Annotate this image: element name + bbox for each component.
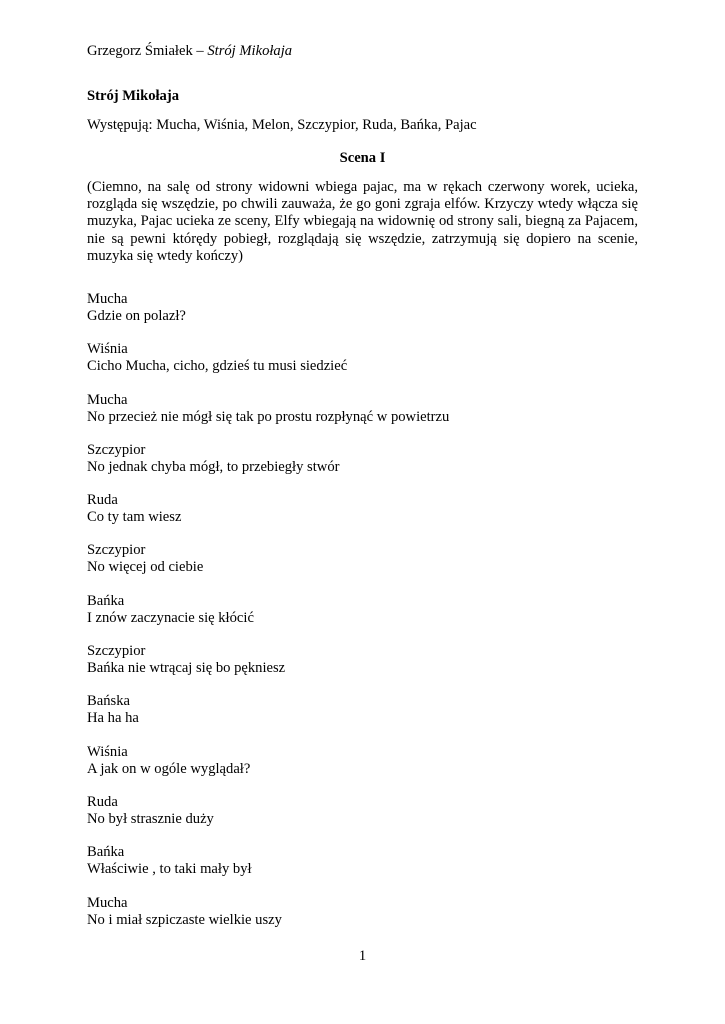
dialogue-exchange: [87, 442, 638, 492]
speaker-name: Mucha: [87, 291, 128, 307]
spoken-line: No i miał szpiczaste wielkie uszy: [87, 911, 282, 928]
speaker-name: Ruda: [87, 793, 118, 810]
dialogue-exchange: [87, 794, 638, 844]
stage-direction: (Ciemno, na salę od strony widowni wbiega pajac, ma w rękach czerwony worek, ucieka, rozgląda się wszędzie, po chwili zauważa, że go goni zgraja elfów. Krzyczy wtedy włącza się muzyka, Pajac ucieka ze sceny, Elfy wbiegają na widownię od strony sali, biegną za Pajacem, nie są pewni którędy pobiegł, rozglądają się wszędzie, zatrzymują się dopiero na scenie, muzyka się wtedy kończy): [87, 179, 638, 264]
dialogue-exchange: [87, 593, 638, 643]
dialogue-exchange: [87, 341, 638, 391]
dialogue-exchange: [87, 895, 638, 945]
speaker-name: Bańska: [87, 693, 130, 710]
speaker-name: Bańka: [87, 844, 125, 861]
running-header: [87, 43, 292, 60]
speaker-name: Mucha: [87, 894, 128, 911]
spoken-line: Bańka nie wtrącaj się bo pękniesz: [87, 660, 286, 677]
header-author: Grzegorz Śmiałek: [87, 43, 193, 59]
play-title: Strój Mikołaja: [87, 88, 180, 104]
speaker-name: Szczypior: [87, 542, 146, 559]
speaker-name: Szczypior: [87, 643, 146, 660]
dialogue-exchange: [87, 542, 638, 592]
dialogue: [87, 291, 638, 945]
dialogue-exchange: [87, 844, 638, 894]
speaker-name: Szczypior: [87, 441, 146, 458]
spoken-line: No był strasznie duży: [87, 810, 214, 827]
speaker-name: Bańka: [87, 592, 125, 609]
speaker-name: Wiśnia: [87, 743, 128, 760]
spoken-line: Co ty tam wiesz: [87, 509, 182, 526]
spoken-line: No przecież nie mógł się tak po prostu rozpłynąć w powietrzu: [87, 408, 450, 425]
dialogue-exchange: [87, 693, 638, 743]
spoken-line: I znów zaczynacie się kłócić: [87, 609, 254, 626]
dialogue-exchange: [87, 492, 638, 542]
dialogue-exchange: [87, 392, 638, 442]
spoken-line: Właściwie , to taki mały był: [87, 861, 252, 878]
speaker-name: Ruda: [87, 492, 118, 509]
header-work-title: Strój Mikołaja: [207, 43, 293, 59]
spoken-line: Cicho Mucha, cicho, gdzieś tu musi siedzieć: [87, 358, 348, 375]
spoken-line: No więcej od ciebie: [87, 559, 204, 576]
cast-list: Występują: Mucha, Wiśnia, Melon, Szczypior, Ruda, Bańka, Pajac: [87, 117, 477, 133]
speaker-name: Wiśnia: [87, 341, 128, 358]
speaker-name: Mucha: [87, 391, 128, 408]
header-separator: –: [192, 43, 208, 59]
spoken-line: No jednak chyba mógł, to przebiegły stwór: [87, 458, 340, 475]
spoken-line: Gdzie on polazł?: [87, 308, 186, 324]
page-number: 1: [358, 948, 367, 964]
spoken-line: Ha ha ha: [87, 710, 139, 727]
dialogue-exchange: [87, 291, 638, 341]
dialogue-exchange: [87, 643, 638, 693]
scene-heading: Scena I: [339, 150, 386, 166]
dialogue-exchange: [87, 744, 638, 794]
spoken-line: A jak on w ogóle wyglądał?: [87, 760, 251, 777]
